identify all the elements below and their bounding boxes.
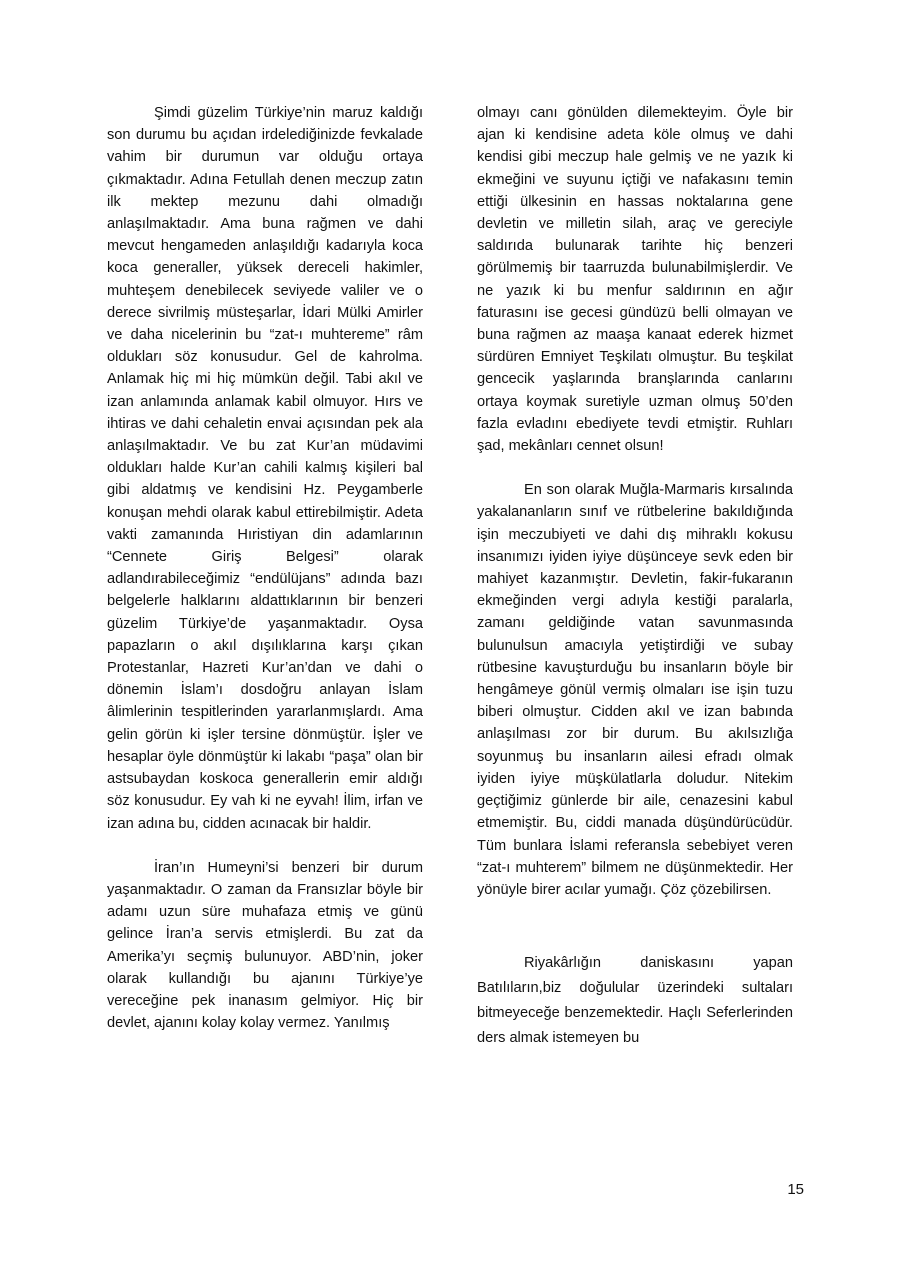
left-column	[107, 102, 423, 1034]
paragraph: olmayı canı gönülden dilemekteyim. Öyle bir ajan ki kendisine adeta köle olmuş ve dahi kendisi gibi meczup hale gelmiş ve ne yazık ki ekmeğini ve suyunu içtiği ve nafakasını temin ettiği ülkesinin en hassas noktalarına gene devletin ve milletin silah, araç ve gereciyle saldırıda bulunarak tarihte hiç benzeri görülmemiş bir taarruzda bulunabilmişlerdir. Ve ne yazık ki bu menfur saldırının en ağır faturasını ise gecesi gündüzü belli olmayan ve buna rağmen az maaşa kanaat ederek hizmet sürdüren Emniyet Teşkilatı olmuştur. Bu teşkilat gencecik yaşlarında branşlarında canlarını ortaya koymak suretiyle uzman olmuş 50’den fazla evladını ebediyete tevdi etmiştir. Ruhları şad, mekânları cennet olsun!	[477, 105, 793, 455]
paragraph: İran’ın Humeyni’si benzeri bir durum yaşanmaktadır. O zaman da Fransızlar böyle bir adamı uzun süre muhafaza etmiş ve günü gelince İran’a servis etmişlerdi. Bu zat da Amerika’yı seçmiş bulunuyor. ABD’nin, joker olarak kullandığı bu ajanını Türkiye’ye vereceğine pek inanasım gelmiyor. Hiç bir devlet, ajanını kolay kolay vermez. Yanılmış	[107, 859, 423, 1032]
right-column	[477, 102, 793, 1051]
paragraph: Şimdi güzelim Türkiye’nin maruz kaldığı son durumu bu açıdan irdelediğinizde fevkalade vahim bir durumun var olduğu ortaya çıkmaktadır. Adına Fetullah denen meczup zatın ilk mektep mezunu dahi olmadığı anlaşılmaktadır. Ama buna rağmen ve dahi mevcut hengameden anlaşıldığı kadarıyla koca koca generaller, yüksek dereceli hakimler, muhteşem denebilecek seviyede valiler ve o derece sivrilmiş müsteşarlar, İdari Mülki Amirler ve daha nicelerinin bu “zat-ı muhtereme” râm oldukları söz konusudur. Gel de kahrolma. Anlamak hiç mi hiç mümkün değil. Tabi akıl ve izan anlamında anlamak kabil olmuyor. Hırs ve ihtiras ve dahi cehaletin envai açısından pek ala anlaşılmaktadır. Ve bu zat Kur’an müdavimi oldukları halde Kur’an cahili kalmış kişileri bal gibi aldatmış ve kendisini Hz. Peygamberle konuşan mehdi olarak kabul ettirebilmiştir. Adeta vakti zamanında Hıristiyan din adamlarının “Cennete Giriş Belgesi” olarak adlandırabileceğimiz “endülüjans” adında bazı belgelerle halklarını aldattıklarının bir benzeri güzelim Türkiye’de yaşanmaktadır. Oysa papazların o akıl dışılıklarına karşı çıkan Protestanlar, Hazreti Kur’an’dan ve dahi o dönemin İslam’ı dosdoğru anlayan İslam âlimlerinin tespitlerinden yararlanmışlardı. Ama gelin görün ki işler tersine dönmüştür. İşler ve hesaplar öyle dönmüştür ki lakabı “paşa” olan bir astsubaydan koskoca generallerin emir aldığı söz konusudur. Ey vah ki ne eyvah! İlim, irfan ve izan adına bu, cidden acınacak bir haldir.	[107, 105, 423, 832]
paragraph: Riyakârlığın daniskasını yapan Batılıların,biz doğulular üzerindeki sultaları bitmeyeceğe benzemektedir. Haçlı Seferlerinden ders almak istemeyen bu	[477, 955, 793, 1047]
paragraph: En son olarak Muğla-Marmaris kırsalında yakalananların sınıf ve rütbelerine bakıldığında işin meczubiyeti ve dahi dış mihraklı kokusu insanımızı iyiden iyiye düşünceye sevk eden bir mahiyet kazanmıştır. Devletin, fakir-fukaranın ekmeğinden vergi adıyla kestiği paralarla, zamanı geldiğinde vatan savunmasında bulunulsun amacıyla yetiştirdiği ve subay rütbesine kavuşturduğu bu insanların böyle bir hengâmeye gönül vermiş olmaları ise işin tuzu biberi olmuştur. Cidden akıl ve izan babında anlaşılması zor bir durum. Bu akılsızlığa soyunmuş bu insanların ailesi efradı olmak iyiden iyiye müşkülatlarla doludur. Nitekim geçtiğimiz günlerde bir aile, cenazesini kabul etmemiştir. Bu, ciddi manada düşündürücüdür. Tüm bunlara İslami referansla sebebiyet veren “zat-ı muhterem” bilmem ne düşünmektedir. Her yönüyle birer acılar yumağı. Çöz çözebilirsen.	[477, 482, 793, 898]
page-number: 15	[787, 1181, 804, 1198]
